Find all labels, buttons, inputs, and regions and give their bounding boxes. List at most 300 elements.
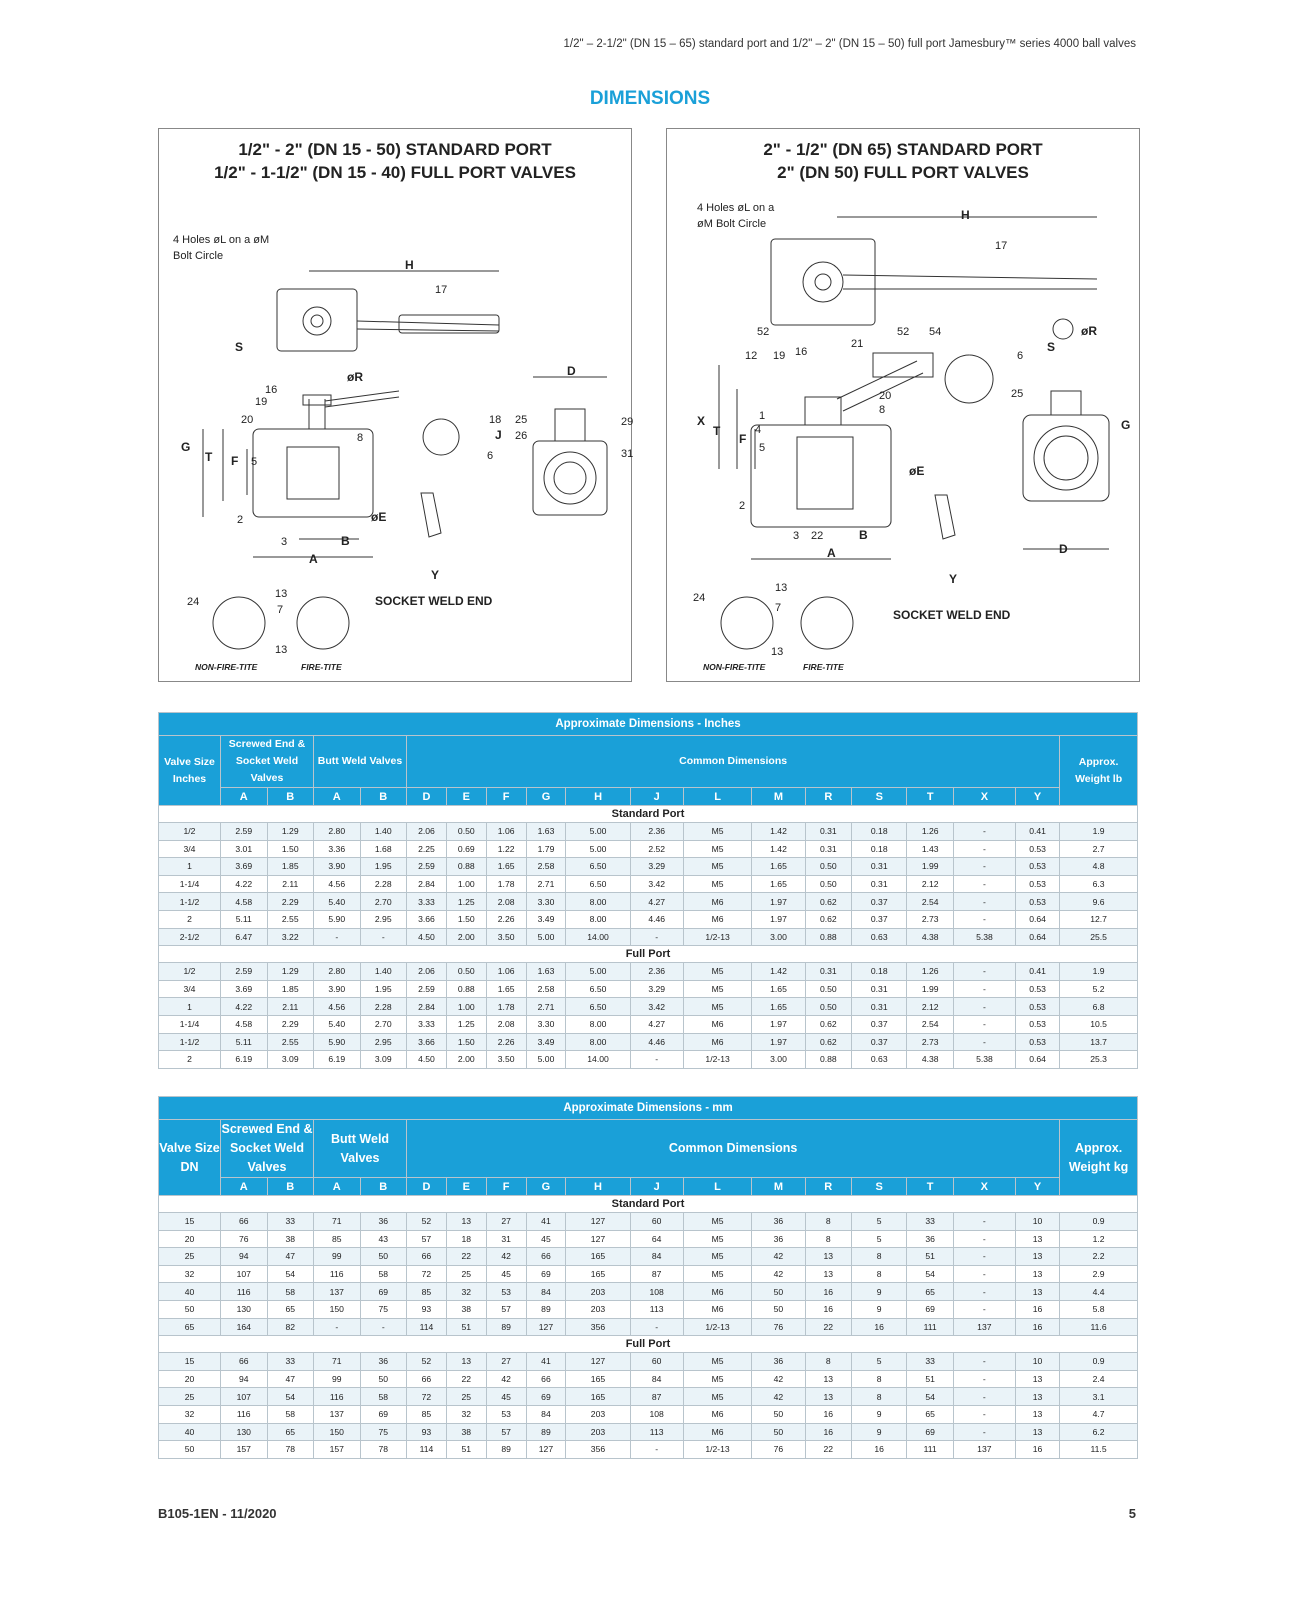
- table-cell: 69: [360, 1405, 407, 1423]
- diagram-full-port: [666, 128, 1140, 682]
- table-cell: 0.18: [852, 823, 907, 841]
- table-cell: 356: [566, 1441, 630, 1459]
- table-cell: 107: [221, 1388, 268, 1406]
- table-cell: 47: [267, 1248, 314, 1266]
- table-cell: 1.42: [752, 823, 805, 841]
- table-cell: 1.65: [752, 858, 805, 876]
- table-cell: 6.19: [314, 1051, 361, 1069]
- table-cell: 113: [630, 1423, 683, 1441]
- table-cell: 0.53: [1015, 998, 1059, 1016]
- table-cell: 116: [314, 1265, 361, 1283]
- table-cell: 0.31: [852, 858, 907, 876]
- svg-text:Y: Y: [949, 572, 958, 586]
- diagram-title-line1: 2" - 1/2" (DN 65) STANDARD PORT: [763, 140, 1043, 159]
- table-cell: 5.00: [566, 963, 630, 981]
- table-cell: 2.54: [907, 1015, 954, 1033]
- document-code: B105-1EN - 11/2020: [158, 1506, 277, 1521]
- table-cell: 111: [907, 1318, 954, 1336]
- table-cell: 87: [630, 1388, 683, 1406]
- table-cell: 9: [852, 1300, 907, 1318]
- column-header: M: [752, 788, 805, 806]
- table-cell: 47: [267, 1370, 314, 1388]
- table-cell: 13: [446, 1213, 486, 1231]
- table-row: [159, 1405, 1138, 1423]
- table-cell: 32: [446, 1405, 486, 1423]
- table-cell: 1.42: [752, 963, 805, 981]
- table-cell: 9: [852, 1423, 907, 1441]
- svg-text:26: 26: [515, 430, 528, 442]
- svg-text:17: 17: [995, 240, 1008, 252]
- column-header: T: [907, 1178, 954, 1196]
- table-cell: 4.50: [407, 928, 447, 946]
- table-cell: -: [953, 1283, 1015, 1301]
- table-cell: 5.00: [566, 840, 630, 858]
- table-cell: 32: [446, 1283, 486, 1301]
- section-label: Standard Port: [159, 806, 1138, 823]
- table-cell: 2.12: [907, 875, 954, 893]
- table-cell: 2.58: [526, 980, 566, 998]
- svg-text:19: 19: [255, 396, 268, 408]
- table-cell: 2.59: [407, 980, 447, 998]
- svg-text:6: 6: [1017, 350, 1024, 362]
- table-cell: 0.53: [1015, 1015, 1059, 1033]
- table-cell: 38: [446, 1423, 486, 1441]
- table-cell: 13: [1015, 1370, 1059, 1388]
- table-cell: 0.37: [852, 893, 907, 911]
- table-cell: 71: [314, 1213, 361, 1231]
- table-cell: 27: [486, 1213, 526, 1231]
- table-cell: 5.00: [526, 928, 566, 946]
- table-cell: 5: [852, 1230, 907, 1248]
- table-cell: 2.36: [630, 963, 683, 981]
- table-cell: 2.70: [360, 893, 407, 911]
- table-cell: 2.73: [907, 1033, 954, 1051]
- table-row: [159, 1265, 1138, 1283]
- table-cell: 54: [267, 1265, 314, 1283]
- table-cell: 65: [907, 1405, 954, 1423]
- table-row: [159, 1213, 1138, 1231]
- table-cell: -: [630, 1318, 683, 1336]
- table-cell: 3.22: [267, 928, 314, 946]
- table-cell: M5: [683, 1248, 752, 1266]
- table-cell: 1.29: [267, 963, 314, 981]
- table-cell: 76: [752, 1318, 805, 1336]
- svg-text:12: 12: [745, 350, 758, 362]
- table-cell: 0.50: [805, 998, 852, 1016]
- table-row: [159, 875, 1138, 893]
- table-cell: 107: [221, 1265, 268, 1283]
- table-cell: 72: [407, 1388, 447, 1406]
- table-cell: 0.88: [805, 1051, 852, 1069]
- table-cell: 1.79: [526, 840, 566, 858]
- table-cell: 33: [907, 1353, 954, 1371]
- table-cell: 60: [630, 1353, 683, 1371]
- table-cell: 1.85: [267, 980, 314, 998]
- table-cell: 13: [805, 1370, 852, 1388]
- dimensions-table-mm: [158, 1096, 1138, 1459]
- table-cell: M5: [683, 998, 752, 1016]
- column-header: Y: [1015, 1178, 1059, 1196]
- table-cell: M5: [683, 980, 752, 998]
- table-cell: 1.25: [446, 893, 486, 911]
- svg-text:6: 6: [487, 450, 494, 462]
- section-label: Standard Port: [159, 1196, 1138, 1213]
- table-cell: 1.78: [486, 875, 526, 893]
- table-row: [159, 1423, 1138, 1441]
- table-cell: 51: [446, 1318, 486, 1336]
- svg-text:8: 8: [879, 404, 886, 416]
- table-cell: 75: [360, 1300, 407, 1318]
- table-cell: 0.31: [852, 875, 907, 893]
- table-cell: M6: [683, 1033, 752, 1051]
- table-cell: 1/2-13: [683, 1051, 752, 1069]
- table-cell: 2.11: [267, 875, 314, 893]
- table-cell: 2.73: [907, 910, 954, 928]
- table-row: [159, 1370, 1138, 1388]
- table-cell: 8: [805, 1213, 852, 1231]
- table-cell: 36: [360, 1213, 407, 1231]
- table-cell: -: [953, 1405, 1015, 1423]
- table-cell: 51: [907, 1370, 954, 1388]
- table-cell: 203: [566, 1300, 630, 1318]
- screwed-end-header: Screwed End & Socket Weld Valves: [221, 1120, 314, 1178]
- table-cell: 2.84: [407, 875, 447, 893]
- table-cell: 9.6: [1060, 893, 1138, 911]
- table-cell: 18: [446, 1230, 486, 1248]
- table-cell: 15: [159, 1213, 221, 1231]
- table-row: [159, 1300, 1138, 1318]
- table-cell: 8: [805, 1353, 852, 1371]
- table-cell: 13: [805, 1388, 852, 1406]
- table-row: [159, 1033, 1138, 1051]
- column-header: B: [360, 788, 407, 806]
- table-cell: 78: [267, 1441, 314, 1459]
- table-cell: 16: [805, 1300, 852, 1318]
- svg-text:22: 22: [811, 530, 824, 542]
- table-cell: 1.85: [267, 858, 314, 876]
- table-cell: 65: [907, 1283, 954, 1301]
- weight-header: Approx. Weight kg: [1060, 1120, 1138, 1196]
- table-cell: 0.31: [805, 823, 852, 841]
- column-header: E: [446, 1178, 486, 1196]
- table-cell: 32: [159, 1405, 221, 1423]
- column-header: L: [683, 1178, 752, 1196]
- table-cell: 42: [752, 1388, 805, 1406]
- butt-weld-header: Butt Weld Valves: [314, 736, 407, 788]
- table-cell: 6.50: [566, 875, 630, 893]
- table-cell: 42: [486, 1248, 526, 1266]
- svg-text:Y: Y: [431, 568, 440, 582]
- common-dimensions-header: Common Dimensions: [407, 1120, 1060, 1178]
- table-cell: 66: [407, 1248, 447, 1266]
- table-cell: 13: [446, 1353, 486, 1371]
- table-cell: 89: [526, 1423, 566, 1441]
- table-cell: -: [360, 928, 407, 946]
- table-cell: M5: [683, 858, 752, 876]
- table-cell: 1.9: [1060, 963, 1138, 981]
- svg-text:17: 17: [435, 284, 448, 296]
- table-cell: -: [314, 1318, 361, 1336]
- table-cell: 58: [267, 1405, 314, 1423]
- table-cell: 93: [407, 1300, 447, 1318]
- svg-text:13: 13: [275, 588, 288, 600]
- table-cell: 6.50: [566, 980, 630, 998]
- table-cell: 1.00: [446, 875, 486, 893]
- table-cell: 1.06: [486, 963, 526, 981]
- table-cell: 25: [446, 1265, 486, 1283]
- table-cell: 65: [267, 1300, 314, 1318]
- svg-text:øE: øE: [371, 510, 387, 524]
- svg-text:B: B: [859, 528, 868, 542]
- screwed-end-header: Screwed End & Socket Weld Valves: [221, 736, 314, 788]
- table-cell: -: [630, 1441, 683, 1459]
- table-cell: 89: [526, 1300, 566, 1318]
- table-cell: -: [314, 928, 361, 946]
- table-cell: 3.01: [221, 840, 268, 858]
- column-header: Y: [1015, 788, 1059, 806]
- table-cell: 203: [566, 1423, 630, 1441]
- table-cell: 2.71: [526, 998, 566, 1016]
- svg-text:A: A: [309, 552, 318, 566]
- table-cell: 0.53: [1015, 875, 1059, 893]
- table-row: [159, 1051, 1138, 1069]
- table-cell: 4.46: [630, 910, 683, 928]
- table-row: [159, 1353, 1138, 1371]
- table-cell: 2.95: [360, 910, 407, 928]
- table-cell: 4.50: [407, 1051, 447, 1069]
- table-cell: 3.33: [407, 1015, 447, 1033]
- table-cell: 6.2: [1060, 1423, 1138, 1441]
- table-cell: 0.31: [805, 963, 852, 981]
- table-row: [159, 823, 1138, 841]
- table-cell: -: [953, 1213, 1015, 1231]
- table-cell: 1.22: [486, 840, 526, 858]
- table-cell: 42: [486, 1370, 526, 1388]
- table-cell: 0.53: [1015, 840, 1059, 858]
- table-cell: 2.36: [630, 823, 683, 841]
- table-cell: 6.8: [1060, 998, 1138, 1016]
- table-cell: 22: [805, 1441, 852, 1459]
- svg-text:3: 3: [793, 530, 800, 542]
- table-cell: 0.50: [446, 963, 486, 981]
- table-cell: 10: [1015, 1353, 1059, 1371]
- svg-text:24: 24: [187, 596, 200, 608]
- table-cell: 0.31: [852, 980, 907, 998]
- bolt-note-line2: Bolt Circle: [173, 250, 224, 262]
- table-cell: 38: [267, 1230, 314, 1248]
- table-cell: M6: [683, 1300, 752, 1318]
- table-cell: 76: [221, 1230, 268, 1248]
- svg-text:20: 20: [879, 390, 892, 402]
- table-cell: 1.68: [360, 840, 407, 858]
- table-cell: 20: [159, 1230, 221, 1248]
- table-cell: -: [953, 1015, 1015, 1033]
- table-cell: 2: [159, 1051, 221, 1069]
- table-cell: 71: [314, 1353, 361, 1371]
- table-cell: -: [953, 893, 1015, 911]
- table-cell: 64: [630, 1230, 683, 1248]
- table-cell: 2.00: [446, 1051, 486, 1069]
- valve-drawing: [159, 129, 634, 681]
- table-cell: 1.65: [486, 858, 526, 876]
- table-row: [159, 1318, 1138, 1336]
- table-row: [159, 998, 1138, 1016]
- svg-text:52: 52: [757, 326, 770, 338]
- table-row: [159, 858, 1138, 876]
- table-cell: 14.00: [566, 1051, 630, 1069]
- table-cell: 42: [752, 1248, 805, 1266]
- table-cell: 1.40: [360, 963, 407, 981]
- table-cell: 2-1/2: [159, 928, 221, 946]
- table-cell: -: [953, 1265, 1015, 1283]
- table-cell: 5.90: [314, 1033, 361, 1051]
- column-header: T: [907, 788, 954, 806]
- table-cell: 31: [486, 1230, 526, 1248]
- table-cell: 0.69: [446, 840, 486, 858]
- svg-text:G: G: [1121, 418, 1131, 432]
- table-cell: 2.08: [486, 1015, 526, 1033]
- table-cell: 13: [1015, 1283, 1059, 1301]
- table-cell: 8: [852, 1370, 907, 1388]
- table-cell: 22: [805, 1318, 852, 1336]
- table-cell: 3.50: [486, 928, 526, 946]
- table-row: [159, 928, 1138, 946]
- table-cell: 69: [360, 1283, 407, 1301]
- table-cell: 1-1/2: [159, 893, 221, 911]
- svg-text:25: 25: [515, 414, 528, 426]
- table-cell: 1.99: [907, 980, 954, 998]
- section-label: Full Port: [159, 1336, 1138, 1353]
- table-cell: 113: [630, 1300, 683, 1318]
- table-cell: 45: [486, 1388, 526, 1406]
- table-cell: 5: [852, 1353, 907, 1371]
- svg-text:F: F: [739, 432, 747, 446]
- table-cell: 52: [407, 1353, 447, 1371]
- diagram-title-line2: 2" (DN 50) FULL PORT VALVES: [777, 163, 1029, 182]
- column-header: B: [267, 788, 314, 806]
- table-cell: 0.9: [1060, 1213, 1138, 1231]
- table-cell: 1/2-13: [683, 928, 752, 946]
- svg-text:25: 25: [1011, 388, 1024, 400]
- table-cell: 116: [221, 1405, 268, 1423]
- bolt-note-line1: 4 Holes øL on a øM: [173, 234, 270, 246]
- table-cell: 32: [159, 1265, 221, 1283]
- table-cell: 114: [407, 1441, 447, 1459]
- table-cell: 3.29: [630, 980, 683, 998]
- table-cell: 0.53: [1015, 980, 1059, 998]
- socket-weld-label: SOCKET WELD END: [375, 594, 493, 608]
- svg-text:5: 5: [251, 456, 258, 468]
- table-cell: 164: [221, 1318, 268, 1336]
- table-cell: 3.50: [486, 1051, 526, 1069]
- table-cell: 50: [159, 1300, 221, 1318]
- table-cell: M6: [683, 1405, 752, 1423]
- section-title: DIMENSIONS: [589, 88, 711, 109]
- svg-text:X: X: [697, 414, 706, 428]
- table-cell: 66: [526, 1248, 566, 1266]
- table-cell: 22: [446, 1370, 486, 1388]
- table-cell: 65: [267, 1423, 314, 1441]
- table-cell: -: [953, 858, 1015, 876]
- table-cell: M5: [683, 1230, 752, 1248]
- table-cell: 0.53: [1015, 893, 1059, 911]
- table-cell: 4.56: [314, 998, 361, 1016]
- table-cell: 0.64: [1015, 928, 1059, 946]
- table-cell: 41: [526, 1213, 566, 1231]
- table-cell: 3.66: [407, 910, 447, 928]
- table-cell: 2.12: [907, 998, 954, 1016]
- column-header: S: [852, 788, 907, 806]
- table-cell: 94: [221, 1248, 268, 1266]
- svg-text:52: 52: [897, 326, 910, 338]
- table-cell: 58: [360, 1265, 407, 1283]
- svg-text:5: 5: [759, 442, 766, 454]
- table-cell: 12.7: [1060, 910, 1138, 928]
- table-cell: 5.00: [526, 1051, 566, 1069]
- column-header-row: [159, 788, 1138, 806]
- table-cell: 13: [805, 1265, 852, 1283]
- table-cell: 51: [446, 1441, 486, 1459]
- table-cell: 3.90: [314, 858, 361, 876]
- table-cell: M5: [683, 875, 752, 893]
- table-cell: -: [953, 1423, 1015, 1441]
- table-cell: 8: [852, 1248, 907, 1266]
- table-cell: 1.25: [446, 1015, 486, 1033]
- table-cell: 1.26: [907, 963, 954, 981]
- table-cell: 2.26: [486, 910, 526, 928]
- table-cell: 93: [407, 1423, 447, 1441]
- column-header-row: [159, 1178, 1138, 1196]
- table-cell: 16: [805, 1423, 852, 1441]
- table-cell: 2.70: [360, 1015, 407, 1033]
- table-cell: -: [630, 928, 683, 946]
- table-cell: 36: [907, 1230, 954, 1248]
- table-cell: 16: [1015, 1318, 1059, 1336]
- table-cell: 1.63: [526, 823, 566, 841]
- table-cell: 1-1/4: [159, 875, 221, 893]
- table-cell: 5.90: [314, 910, 361, 928]
- table-cell: -: [953, 1370, 1015, 1388]
- table-cell: 0.50: [805, 980, 852, 998]
- table-cell: 84: [630, 1370, 683, 1388]
- table-cell: 3/4: [159, 980, 221, 998]
- table-cell: 41: [526, 1353, 566, 1371]
- table-cell: 0.18: [852, 840, 907, 858]
- table-cell: 54: [907, 1388, 954, 1406]
- table-row: [159, 1248, 1138, 1266]
- table-cell: 4.38: [907, 928, 954, 946]
- table-cell: 2.26: [486, 1033, 526, 1051]
- table-cell: 13: [1015, 1248, 1059, 1266]
- table-cell: 0.63: [852, 928, 907, 946]
- table-cell: 94: [221, 1370, 268, 1388]
- column-header: R: [805, 788, 852, 806]
- table-cell: 25: [159, 1248, 221, 1266]
- table-cell: 127: [566, 1213, 630, 1231]
- table-cell: 25.5: [1060, 928, 1138, 946]
- table-cell: 0.37: [852, 1033, 907, 1051]
- table-cell: 3.69: [221, 858, 268, 876]
- table-cell: 8: [805, 1230, 852, 1248]
- table-cell: 0.31: [852, 998, 907, 1016]
- table-cell: 3.00: [752, 1051, 805, 1069]
- column-header: A: [314, 788, 361, 806]
- table-cell: 89: [486, 1318, 526, 1336]
- table-cell: 13: [1015, 1230, 1059, 1248]
- table-cell: 1/2-13: [683, 1318, 752, 1336]
- table-cell: 8.00: [566, 1015, 630, 1033]
- table-cell: -: [360, 1318, 407, 1336]
